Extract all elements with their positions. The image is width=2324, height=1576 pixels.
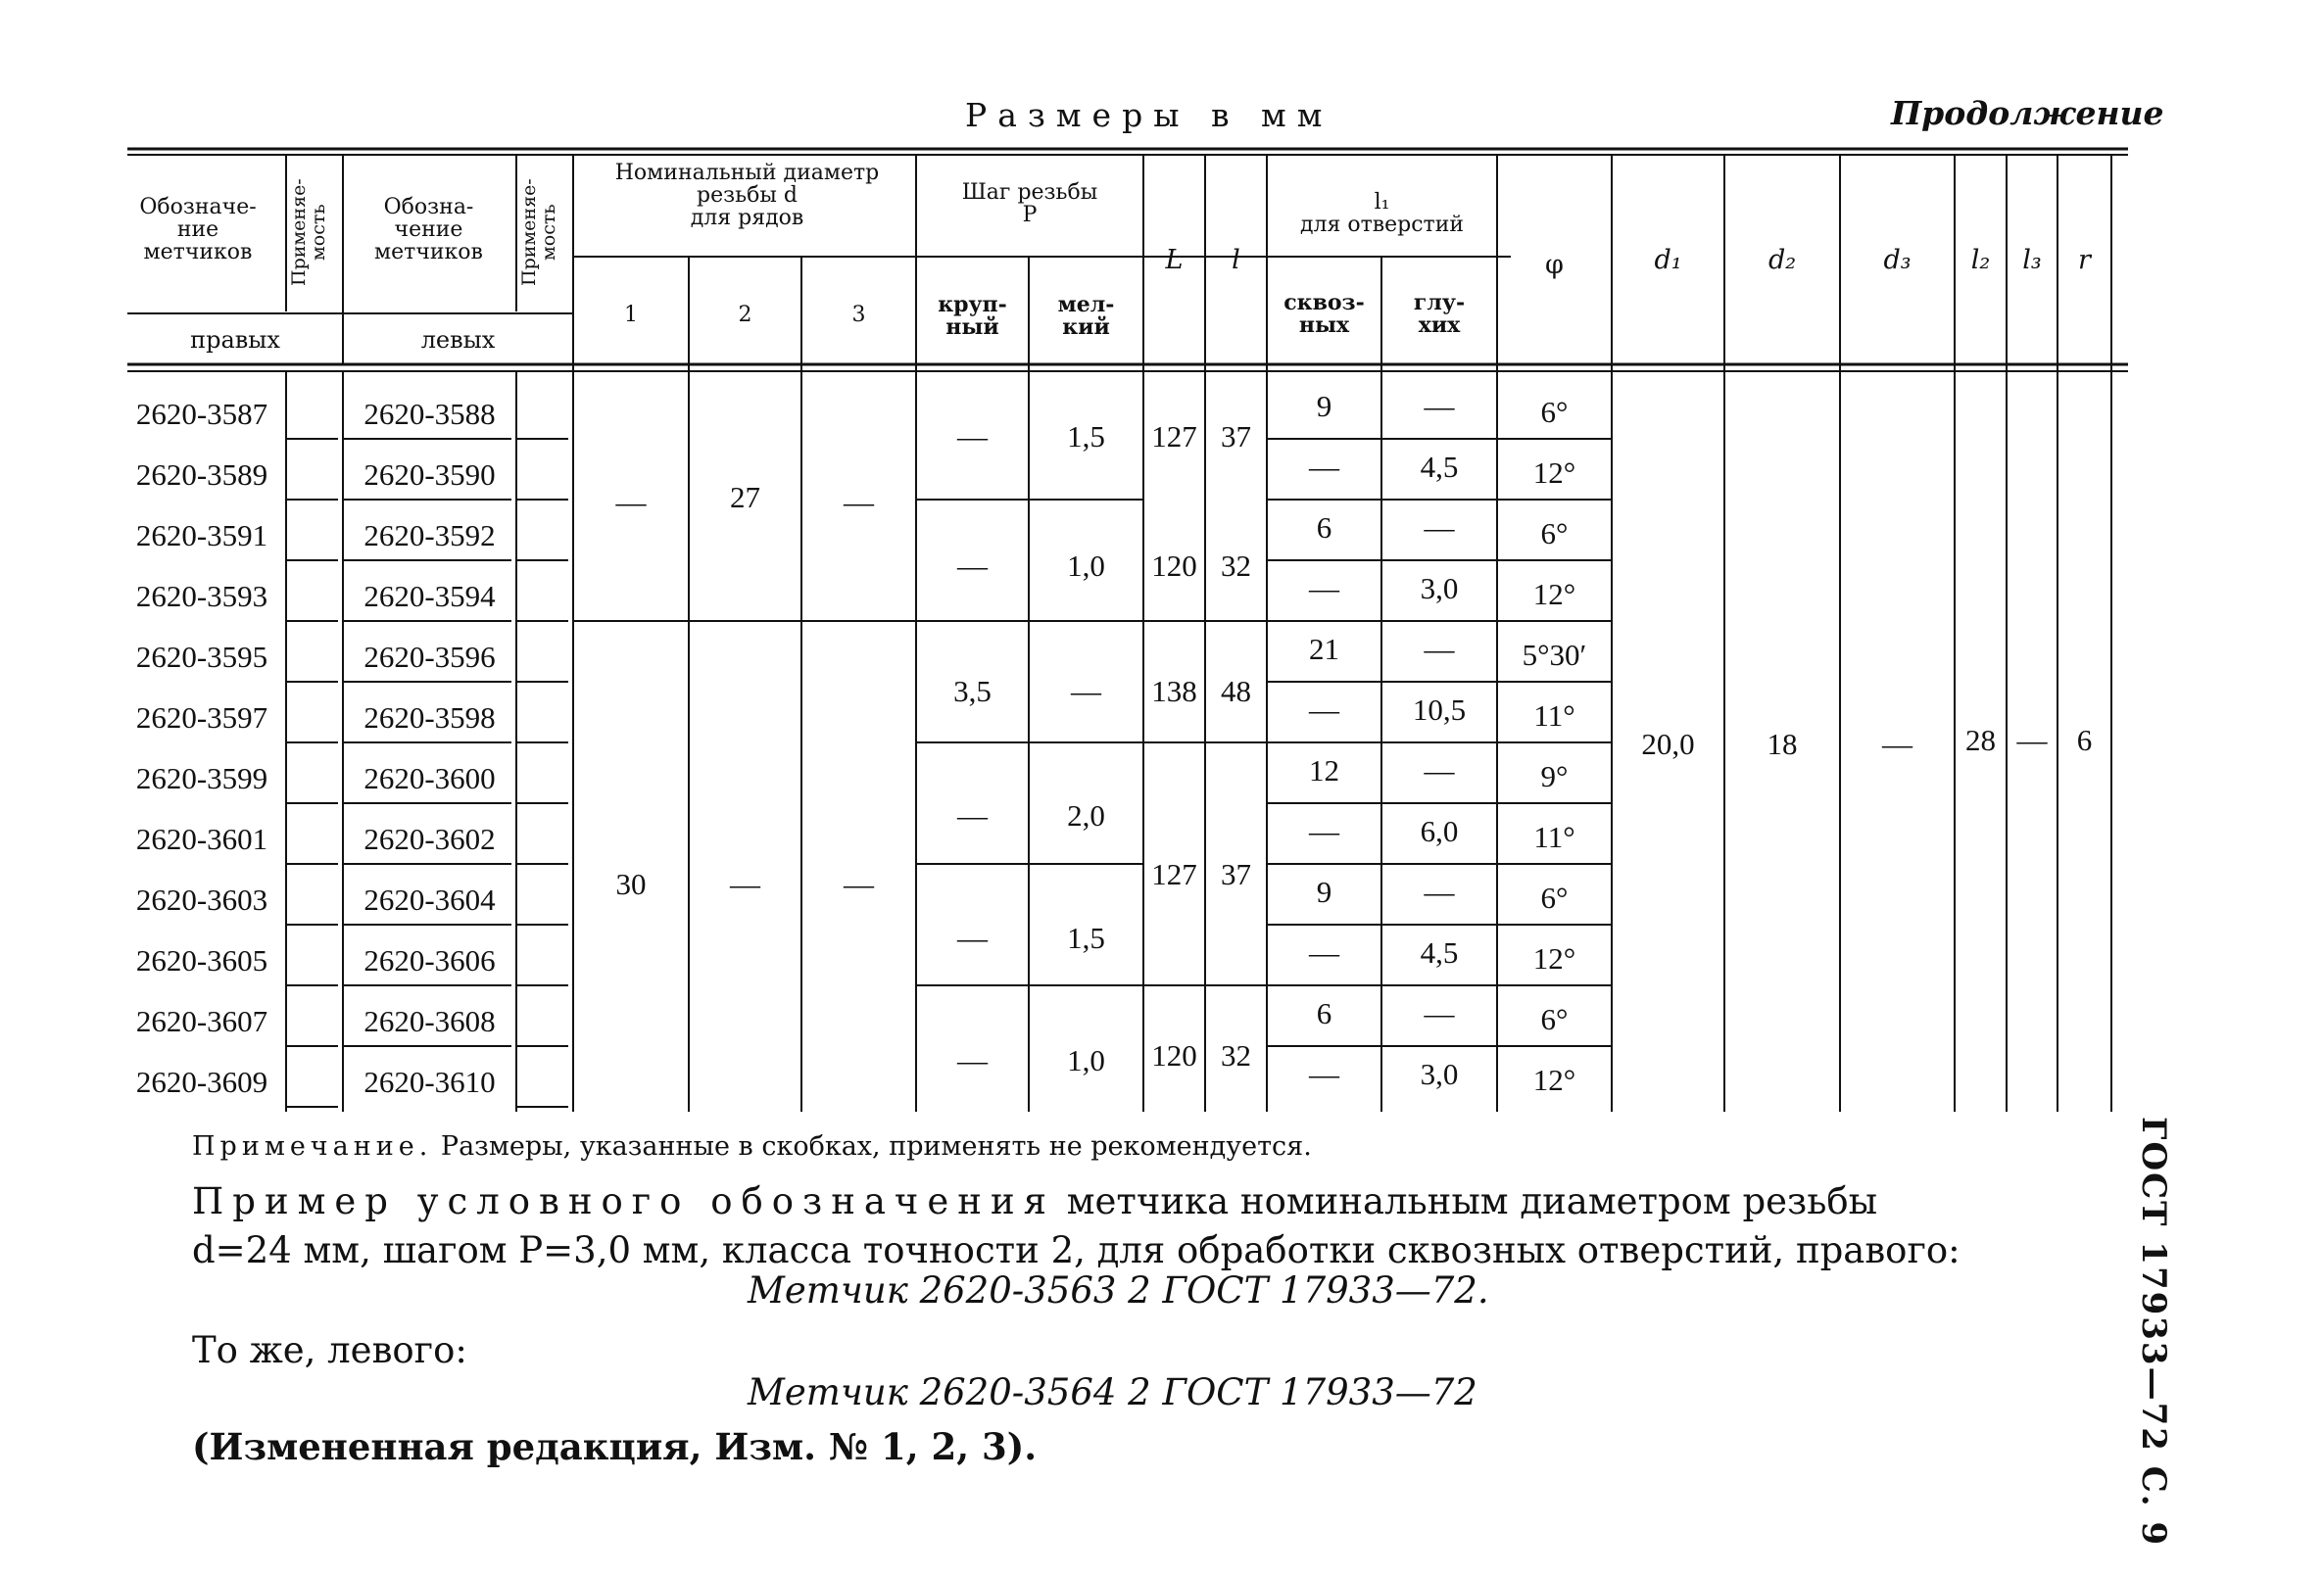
- pitch-fine-g4: 2,0: [1067, 798, 1105, 833]
- pitch-fine-g6: 1,0: [1067, 1043, 1105, 1077]
- right-designation-cell: 2620-3591: [135, 518, 268, 552]
- col-header-pitch: Шаг резьбы P: [961, 180, 1098, 227]
- col-header-right-designation: Обозначе- ние метчиков: [139, 195, 257, 264]
- left-designation-cell: 2620-3590: [363, 457, 496, 492]
- amendment-note: (Измененная редакция, Изм. № 1, 2, 3).: [192, 1425, 1038, 1468]
- example-spaced-heading: Пример условного обозначения: [192, 1180, 1055, 1222]
- l1-blind-cell: 4,5: [1420, 450, 1459, 484]
- col-header-nominal-diameter: Номинальный диаметр резьбы d для рядов: [614, 161, 880, 230]
- l1-blind-cell: 3,0: [1420, 571, 1459, 605]
- col-header-applicability-left: Применяе- мость: [518, 178, 559, 286]
- l1-blind-cell: 4,5: [1420, 935, 1459, 970]
- L-group-e: 120: [1151, 1038, 1197, 1073]
- right-designation-cell: 2620-3605: [135, 943, 268, 978]
- col-header-r: r: [2078, 245, 2091, 275]
- left-designation-cell: 2620-3602: [363, 822, 496, 856]
- col-header-d3: d₃: [1883, 245, 1912, 275]
- col-header-d2: d₂: [1767, 245, 1797, 275]
- col-header-l2: l₂: [1970, 245, 1991, 275]
- note-text: Размеры, указанные в скобках, применять не рекомендуется.: [440, 1131, 1312, 1162]
- example-line-1-rest: метчика номинальным диаметром резьбы: [1066, 1180, 1878, 1222]
- col-header-phi: φ: [1545, 250, 1564, 280]
- right-designation-cell: 2620-3587: [135, 397, 268, 431]
- pitch-coarse-g5: —: [957, 921, 988, 955]
- col-header-right-taps: правых: [190, 326, 280, 354]
- l1-blind-cell: —: [1424, 510, 1455, 545]
- l2-value: 28: [1965, 723, 1996, 757]
- phi-cell: 6°: [1540, 516, 1569, 550]
- l1-through-cell: —: [1309, 692, 1339, 727]
- left-designation-cell: 2620-3606: [363, 943, 496, 978]
- phi-cell: 6°: [1540, 881, 1569, 915]
- l-group-b: 32: [1221, 549, 1251, 583]
- col-header-row-2: 2: [738, 303, 752, 327]
- col-header-d1: d₁: [1654, 245, 1682, 275]
- l-group-c: 48: [1221, 674, 1251, 708]
- note-label: Примечание.: [192, 1131, 433, 1162]
- phi-cell: 12°: [1532, 577, 1576, 611]
- phi-cell: 12°: [1532, 455, 1576, 490]
- right-designation-cell: 2620-3607: [135, 1004, 268, 1038]
- d-row3-group-b: —: [844, 867, 874, 901]
- l1-through-cell: —: [1309, 814, 1339, 848]
- l1-blind-cell: 3,0: [1420, 1057, 1459, 1091]
- l-group-d: 37: [1221, 857, 1251, 891]
- pitch-coarse-g4: —: [957, 798, 988, 833]
- left-designation-cell: 2620-3604: [363, 883, 496, 917]
- example-designation-right: Метчик 2620-3563 2 ГОСТ 17933—72.: [748, 1269, 1489, 1312]
- left-designation-cell: 2620-3608: [363, 1004, 496, 1038]
- left-designation-cell: 2620-3592: [363, 518, 496, 552]
- l1-through-cell: 12: [1309, 753, 1339, 788]
- l1-blind-cell: —: [1424, 632, 1455, 666]
- pitch-coarse-g6: —: [957, 1043, 988, 1077]
- right-designation-cell: 2620-3589: [135, 457, 268, 492]
- col-header-L: L: [1165, 245, 1184, 275]
- l1-through-cell: —: [1309, 571, 1339, 605]
- phi-cell: 6°: [1540, 395, 1569, 429]
- L-group-b: 120: [1151, 549, 1197, 583]
- right-designation-cell: 2620-3593: [135, 579, 268, 613]
- d-row1-group-b: 30: [615, 867, 647, 901]
- right-designation-cell: 2620-3609: [135, 1065, 268, 1099]
- d-row1-group-a: —: [615, 485, 647, 519]
- L-group-c: 138: [1151, 674, 1197, 708]
- l1-blind-cell: 6,0: [1420, 814, 1459, 848]
- l1-blind-cell: —: [1424, 875, 1455, 909]
- phi-cell: 5°30′: [1522, 638, 1587, 672]
- l1-through-cell: —: [1309, 1057, 1339, 1091]
- l1-through-cell: 6: [1316, 996, 1332, 1030]
- left-designation-cell: 2620-3594: [363, 579, 496, 613]
- col-header-coarse: круп- ный: [938, 292, 1007, 340]
- l1-through-cell: 6: [1316, 510, 1332, 545]
- l1-blind-cell: —: [1424, 389, 1455, 423]
- l1-through-cell: 9: [1316, 875, 1332, 909]
- l1-through-cell: —: [1309, 450, 1339, 484]
- table-note: [192, 1131, 1312, 1162]
- col-header-left-taps: левых: [420, 326, 496, 354]
- col-header-applicability-right: Применяе- мость: [288, 178, 329, 286]
- d-row3-group-a: —: [844, 485, 874, 519]
- right-designation-cell: 2620-3597: [135, 700, 268, 735]
- d3-value: —: [1882, 727, 1912, 761]
- pitch-fine-g3: —: [1071, 674, 1101, 708]
- units-caption: Размеры в мм: [965, 96, 1333, 134]
- pitch-fine-g1: 1,5: [1067, 419, 1105, 454]
- example-line-1: [192, 1180, 2122, 1222]
- l1-blind-cell: 10,5: [1412, 692, 1467, 727]
- l3-value: —: [2016, 723, 2048, 757]
- col-header-row-1: 1: [624, 303, 638, 327]
- left-designation-cell: 2620-3588: [363, 397, 496, 431]
- phi-cell: 6°: [1540, 1002, 1569, 1036]
- pitch-fine-g5: 1,5: [1067, 921, 1105, 955]
- left-designation-cell: 2620-3600: [363, 761, 496, 795]
- l1-through-cell: —: [1309, 935, 1339, 970]
- l1-blind-cell: —: [1424, 996, 1455, 1030]
- col-header-blind: глу- хих: [1413, 290, 1466, 338]
- right-designation-cell: 2620-3601: [135, 822, 268, 856]
- example-line-2: d=24 мм, шагом P=3,0 мм, класса точности 2, для обработки сквозных отверстий, правого:: [192, 1229, 1961, 1271]
- col-header-row-3: 3: [851, 303, 866, 327]
- l1-through-cell: 9: [1316, 389, 1332, 423]
- d2-value: 18: [1767, 727, 1798, 761]
- left-designation-cell: 2620-3610: [363, 1065, 496, 1099]
- d-row2-group-a: 27: [730, 480, 760, 514]
- continuation-label: Продолжение: [1891, 94, 2164, 132]
- col-header-l1: l₁ для отверстий: [1299, 190, 1465, 237]
- col-header-l: l: [1232, 245, 1240, 275]
- phi-cell: 11°: [1533, 820, 1575, 854]
- l-group-a: 37: [1221, 419, 1251, 454]
- l1-through-cell: 21: [1309, 632, 1339, 666]
- col-header-fine: мел- кий: [1057, 292, 1115, 340]
- left-designation-cell: 2620-3596: [363, 640, 496, 674]
- l-group-e: 32: [1221, 1038, 1251, 1073]
- r-value: 6: [2076, 723, 2093, 757]
- pitch-coarse-g2: —: [957, 549, 988, 583]
- col-header-left-designation: Обозна- чение метчиков: [374, 195, 483, 264]
- right-designation-cell: 2620-3595: [135, 640, 268, 674]
- pitch-fine-g2: 1,0: [1067, 549, 1105, 583]
- example-line-4: То же, левого:: [192, 1329, 467, 1371]
- d1-value: 20,0: [1641, 727, 1695, 761]
- L-group-d: 127: [1151, 857, 1197, 891]
- d-row2-group-b: —: [730, 867, 760, 901]
- phi-cell: 12°: [1532, 941, 1576, 976]
- L-group-a: 127: [1151, 419, 1197, 454]
- phi-cell: 12°: [1532, 1063, 1576, 1097]
- phi-cell: 11°: [1533, 698, 1575, 733]
- phi-cell: 9°: [1540, 759, 1569, 793]
- pitch-coarse-g1: —: [957, 419, 988, 454]
- right-designation-cell: 2620-3599: [135, 761, 268, 795]
- side-page-label: ГОСТ 17933—72 С. 9: [2134, 1117, 2173, 1548]
- left-designation-cell: 2620-3598: [363, 700, 496, 735]
- pitch-coarse-g3: 3,5: [953, 674, 992, 708]
- example-designation-left: Метчик 2620-3564 2 ГОСТ 17933—72: [748, 1371, 1477, 1413]
- l1-blind-cell: —: [1424, 753, 1455, 788]
- col-header-through: сквоз- ных: [1283, 290, 1365, 338]
- col-header-l3: l₃: [2022, 245, 2042, 275]
- right-designation-cell: 2620-3603: [135, 883, 268, 917]
